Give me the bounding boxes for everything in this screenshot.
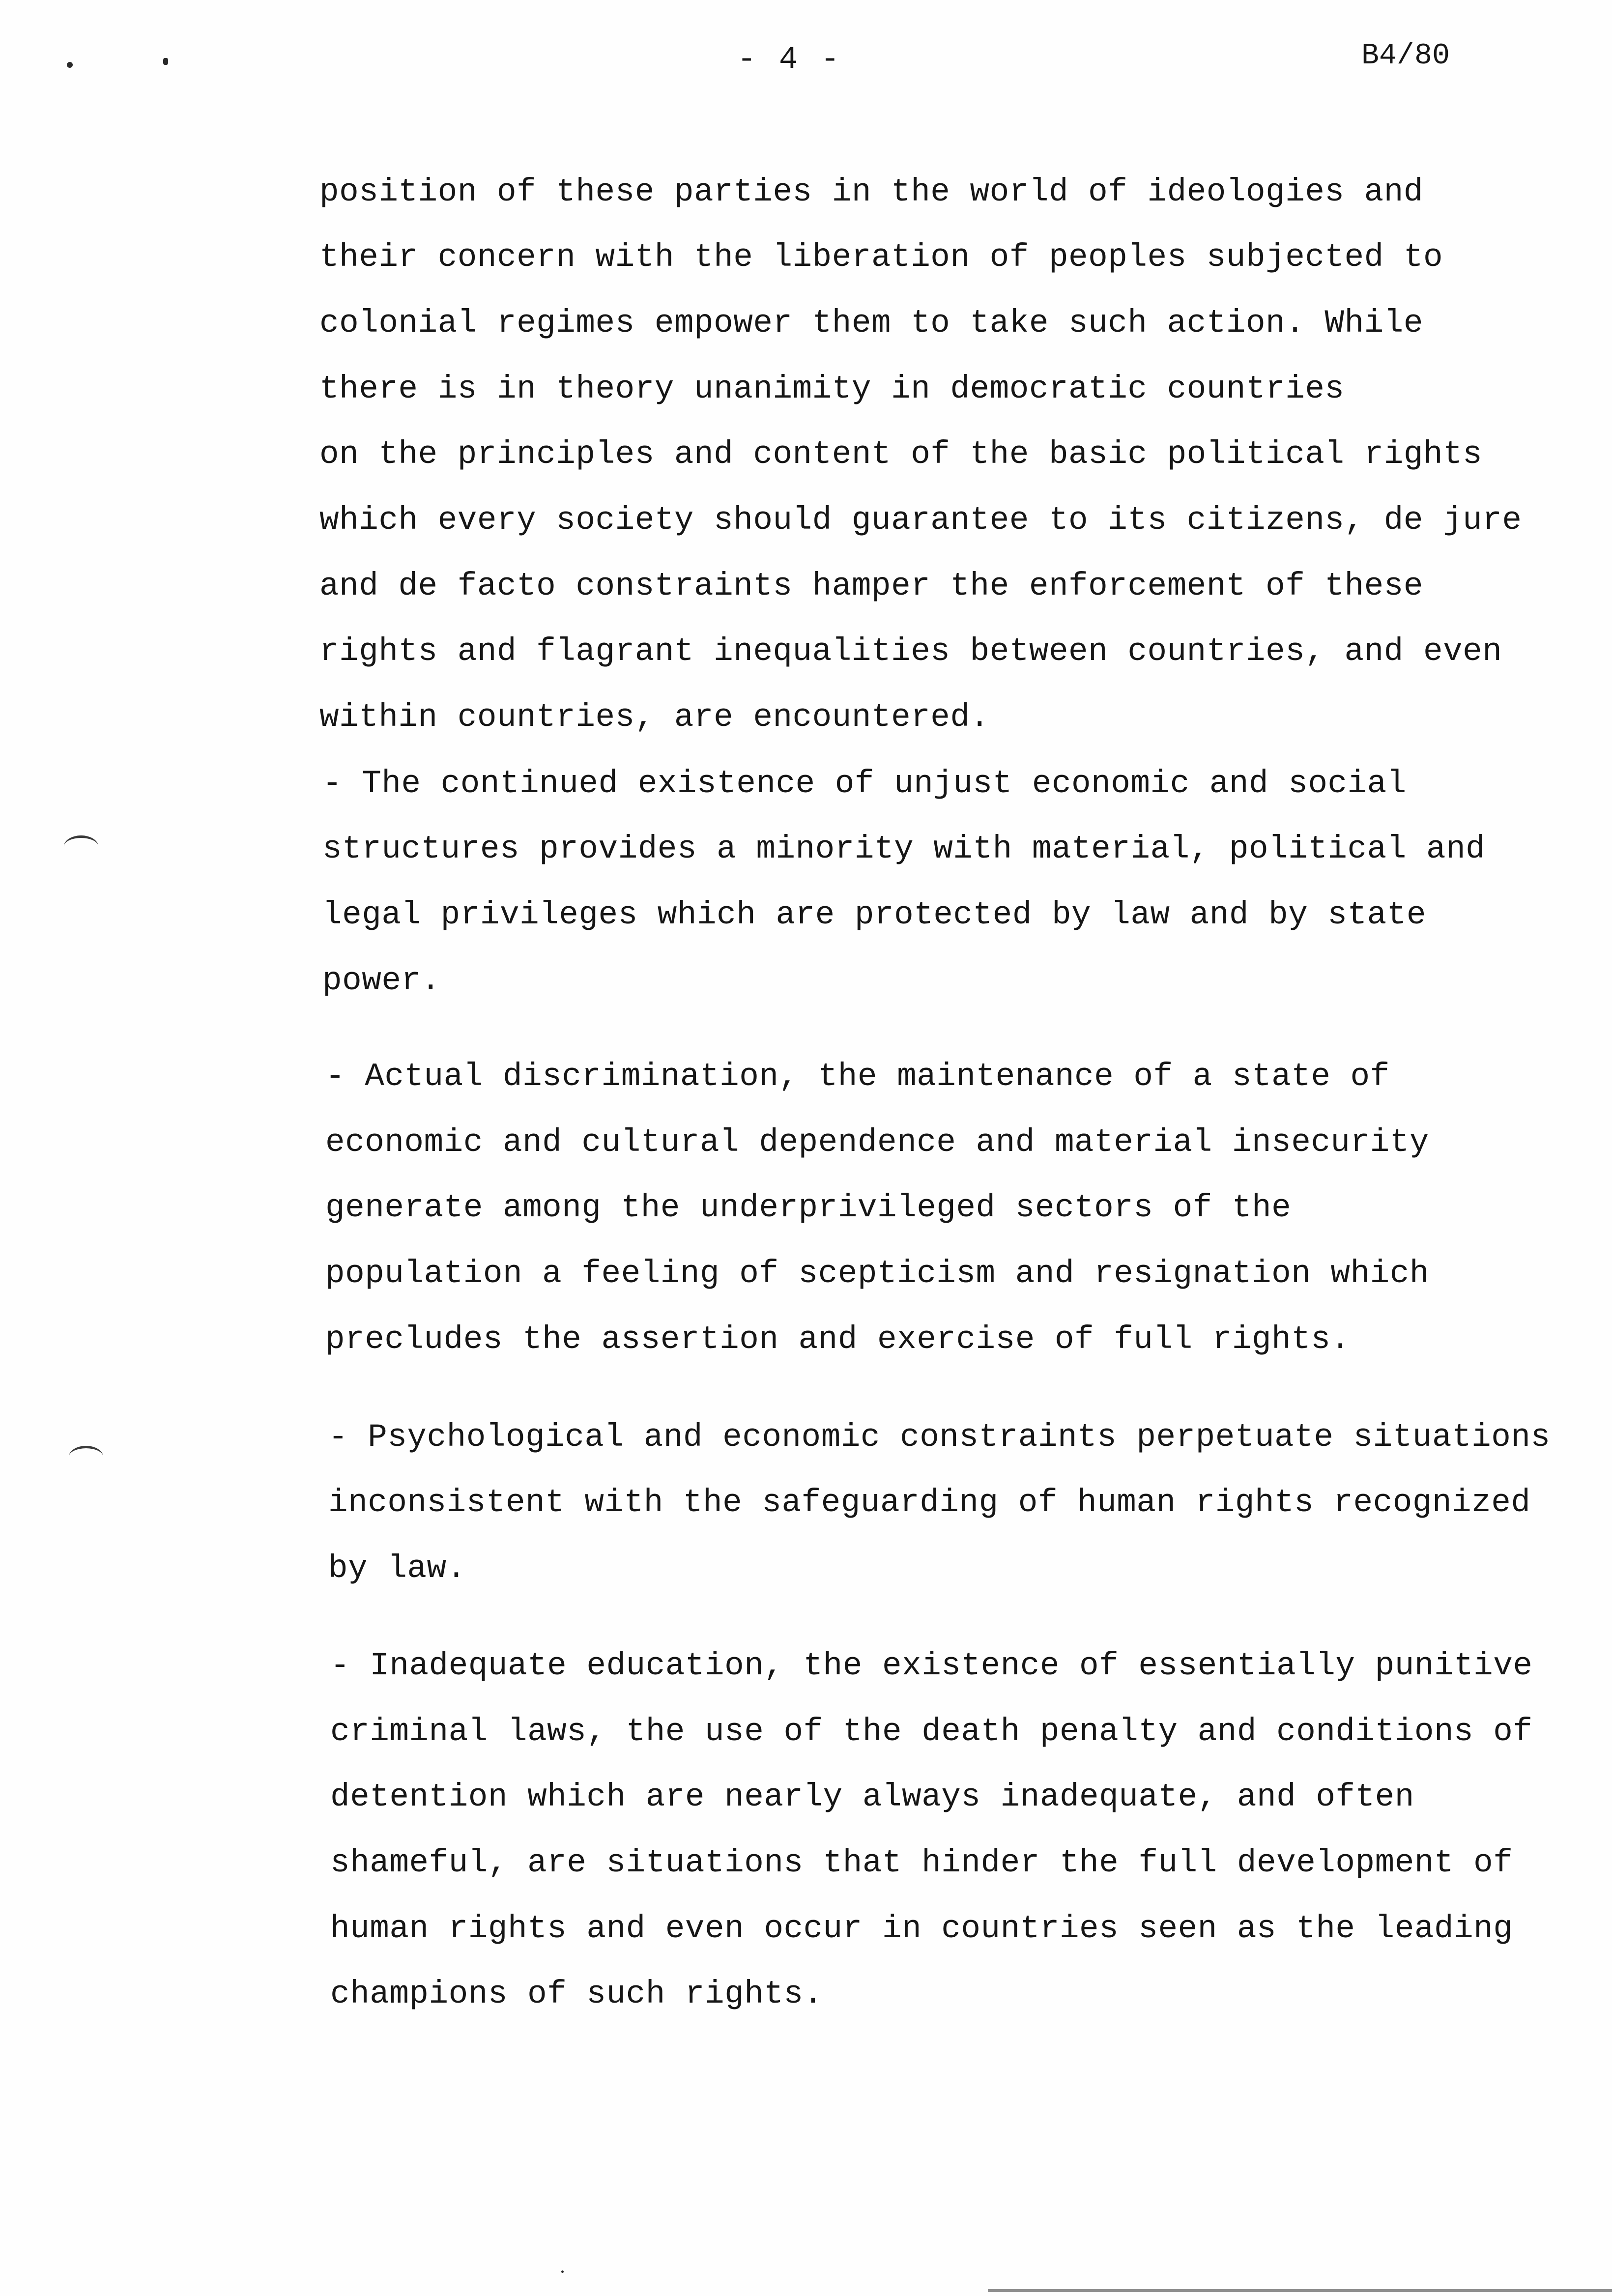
- text-line: colonial regimes empower them to take such action. While: [319, 305, 1423, 342]
- scan-speck: [561, 2270, 564, 2273]
- text-line: position of these parties in the world of ideologies and: [319, 173, 1423, 210]
- scan-speck: [163, 58, 168, 65]
- text-line: - Psychological and economic constraints perpetuate situations: [328, 1419, 1551, 1456]
- text-line: - Inadequate education, the existence of essentially punitive: [330, 1647, 1533, 1684]
- page-number: - 4 -: [737, 42, 842, 78]
- text-line: population a feeling of scepticism and resignation which: [325, 1255, 1429, 1292]
- text-line: by law.: [328, 1550, 466, 1587]
- text-line: economic and cultural dependence and material insecurity: [325, 1124, 1429, 1161]
- text-line: structures provides a minority with material, political and: [322, 831, 1486, 867]
- text-line: inconsistent with the safeguarding of human rights recognized: [328, 1484, 1531, 1521]
- text-line: power.: [322, 962, 441, 999]
- text-line: which every society should guarantee to its citizens, de jure: [319, 502, 1522, 539]
- text-line: precludes the assertion and exercise of full rights.: [325, 1321, 1351, 1358]
- text-line: generate among the underprivileged sectors of the: [325, 1189, 1292, 1226]
- scan-speck: [67, 62, 73, 68]
- text-line: there is in theory unanimity in democratic countries: [319, 371, 1345, 407]
- margin-mark: [64, 835, 98, 858]
- text-line: criminal laws, the use of the death penalty and conditions of: [330, 1713, 1533, 1750]
- margin-mark: [69, 1446, 103, 1468]
- text-line: their concern with the liberation of peoples subjected to: [319, 239, 1443, 276]
- text-line: - The continued existence of unjust economic and social: [322, 765, 1407, 802]
- text-line: and de facto constraints hamper the enforcement of these: [319, 568, 1423, 604]
- text-line: rights and flagrant inequalities between countries, and even: [319, 633, 1502, 670]
- text-line: within countries, are encountered.: [319, 699, 990, 736]
- document-reference: B4/80: [1361, 39, 1450, 73]
- text-line: human rights and even occur in countries seen as the leading: [330, 1910, 1513, 1947]
- text-line: legal privileges which are protected by law and by state: [322, 896, 1426, 933]
- text-line: - Actual discrimination, the maintenance of a state of: [325, 1058, 1390, 1095]
- scan-edge-rule: [988, 2289, 1612, 2292]
- text-line: shameful, are situations that hinder the full development of: [330, 1844, 1513, 1881]
- text-line: on the principles and content of the basic political rights: [319, 436, 1483, 473]
- text-line: champions of such rights.: [330, 1976, 823, 2012]
- text-line: detention which are nearly always inadequate, and often: [330, 1779, 1414, 1815]
